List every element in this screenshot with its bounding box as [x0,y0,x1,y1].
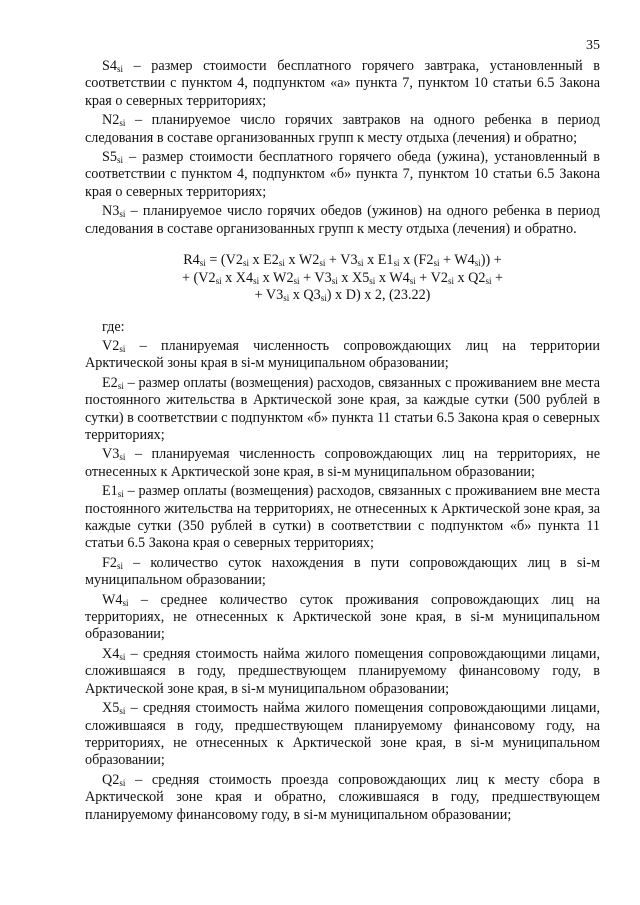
definition-paragraph [85,592,600,644]
definition-paragraph [85,646,600,698]
formula-subscript: si [215,275,222,286]
symbol-subscript: si [119,452,126,463]
formula-23-22 [85,252,600,305]
symbol-subscript: si [119,343,126,354]
definition-paragraph [85,483,600,553]
formula-term: = (V2 [205,252,243,269]
symbol-subscript: si [119,777,126,788]
formula-term: x Q3 [289,287,321,304]
formula-subscript: si [433,258,440,269]
symbol: V2 [102,337,120,354]
definition-paragraph [85,375,600,445]
symbol-subscript: si [116,155,123,166]
symbol-subscript: si [116,560,123,571]
formula-term: x E2 [248,252,279,269]
definition-text: – планируемое число горячих обедов (ужинов) на одного ребенка в период следования в составе организованных групп к месту отдыха (лечения) и обратно. [85,203,600,237]
definition-text: – средняя стоимость проезда сопровождающих лиц к месту сбора в Арктической зоне края и обратно, сложившаяся в году, предшествующем планируемому финансовому году, в si-м муниципальном образовании; [85,771,600,823]
formula-term: + V2 [415,269,448,286]
formula-subscript: si [393,258,400,269]
formula-term: x W2 [259,269,294,286]
definition-text: – средняя стоимость найма жилого помещения сопровождающими лицами, сложившаяся в году, предшествующем планируемому финансовому году, на территориях, не отнесенных к Арктической зоне края, в si-м муниципальном образовании; [85,700,600,769]
formula-term: + V3 [299,269,332,286]
symbol: N2 [102,112,120,129]
definition-text: – количество суток нахождения в пути сопровождающих лиц в si-м муниципальном образовании; [85,554,600,589]
page-number: 35 [586,38,600,53]
formula-subscript: si [319,258,326,269]
definition-paragraph [85,555,600,590]
symbol: E2 [102,374,118,391]
formula-subscript: si [293,275,300,286]
symbol: X4 [102,645,120,662]
symbol: F2 [102,554,117,571]
symbol-subscript: si [117,380,124,391]
where-label: где: [102,318,125,335]
definitions-top [85,58,600,238]
formula-subscript: si [199,258,206,269]
definition-text: – среднее количество суток проживания сопровождающих лиц на территориях, не отнесенных к Арктической зоне края, в si-м муниципальном образовании; [85,591,600,643]
formula-term: x (F2 [399,252,434,269]
symbol: S5 [102,149,117,166]
formula-term: x X5 [337,269,370,286]
formula-term: )) + [480,252,502,269]
formula-term: x Q2 [453,269,486,286]
symbol: E1 [102,483,118,500]
definition-paragraph [85,700,600,770]
formula-term: + (V2 [181,269,216,286]
formula-subscript: si [485,275,492,286]
formula-subscript: si [331,275,338,286]
symbol-subscript: si [122,597,129,608]
definition-text: – планируемая численность сопровождающих лиц на территориях, не отнесенных к Арктической зоне края, в si-м муниципальном образовании; [85,446,600,480]
formula-term: x W2 [284,252,320,269]
formula-subscript: si [278,258,285,269]
formula-line-2 [85,270,600,288]
symbol: N3 [102,203,120,220]
definition-paragraph [85,772,600,824]
definition-text: – размер стоимости бесплатного горячего обеда (ужина), установленный в соответствии с пунктом 4, подпунктом «б» пункта 7, пунктом 10 статьи 6.5 Закона края о северных территориях; [85,149,600,200]
formula-subscript: si [357,258,364,269]
formula-subscript: si [447,275,454,286]
definition-text: – средняя стоимость найма жилого помещения сопровождающими лицами, сложившаяся в году, предшествующем планируемому финансовому году, в Арктической зоне края, в si-м муниципальном образовании; [85,645,600,697]
symbol-subscript: si [119,118,126,129]
symbol-subscript: si [116,64,123,74]
symbol-subscript: si [119,706,126,717]
formula-subscript: si [253,275,260,286]
formula-subscript: si [474,258,481,269]
definition-text: – размер оплаты (возмещения) расходов, связанных с проживанием вне места постоянного жительства в Арктической зоне края, за каждые сутки (500 рублей в сутки) в соответствии с подпунктом «б» пункта 11 статьи 6.5 Закона края о северных территориях; [85,374,600,443]
formula-subscript: si [409,275,416,286]
definition-text: – планируемое число горячих завтраков на одного ребенка в период следования в составе организованных групп к месту отдыха (лечения) и обратно; [85,112,600,146]
definition-paragraph [85,446,600,481]
formula-term: x X4 [221,269,254,286]
definition-paragraph [85,203,600,238]
definition-paragraph [85,338,600,373]
definition-text: – планируемая численность сопровождающих лиц на территории Арктической зоны края в si-м муниципальном образовании; [85,337,600,372]
symbol: W4 [102,591,123,608]
formula-subscript: si [320,293,327,304]
definitions-bottom [85,338,600,824]
formula-term: ) x D) x 2, (23.22) [326,287,431,304]
formula-subscript: si [242,258,249,269]
formula-term: x W4 [375,269,410,286]
definition-paragraph [85,112,600,147]
formula-term: R4 [183,252,200,269]
formula-term: + W4 [439,252,475,269]
symbol: V3 [102,446,120,463]
definition-paragraph [85,58,600,110]
symbol: X5 [102,700,120,717]
symbol-subscript: si [117,489,124,500]
definition-text: – размер стоимости бесплатного горячего завтрака, установленный в соответствии с пунктом 4, подпунктом «а» пункта 7, пунктом 10 статьи 6.5 Закона края о северных территориях; [85,58,600,109]
definition-text: – размер оплаты (возмещения) расходов, связанных с проживанием вне места постоянного жительства на территориях, не отнесенных к Арктической зоне края, за каждые сутки (350 рублей в сутки) в соответствии с подпунктом «б» пункта 11 статьи 6.5 Закона края о северных территориях; [85,483,600,552]
document-body [85,58,600,824]
formula-line-1 [85,252,600,270]
symbol: Q2 [102,771,120,788]
formula-subscript: si [369,275,376,286]
formula-term: + V3 [254,287,284,304]
formula-subscript: si [283,293,290,304]
symbol-subscript: si [119,209,126,220]
formula-term: x E1 [363,252,394,269]
formula-term: + V3 [325,252,358,269]
formula-line-3 [85,287,600,305]
definition-paragraph [85,149,600,201]
symbol: S4 [102,58,117,74]
symbol-subscript: si [119,651,126,662]
formula-term: + [491,269,504,286]
